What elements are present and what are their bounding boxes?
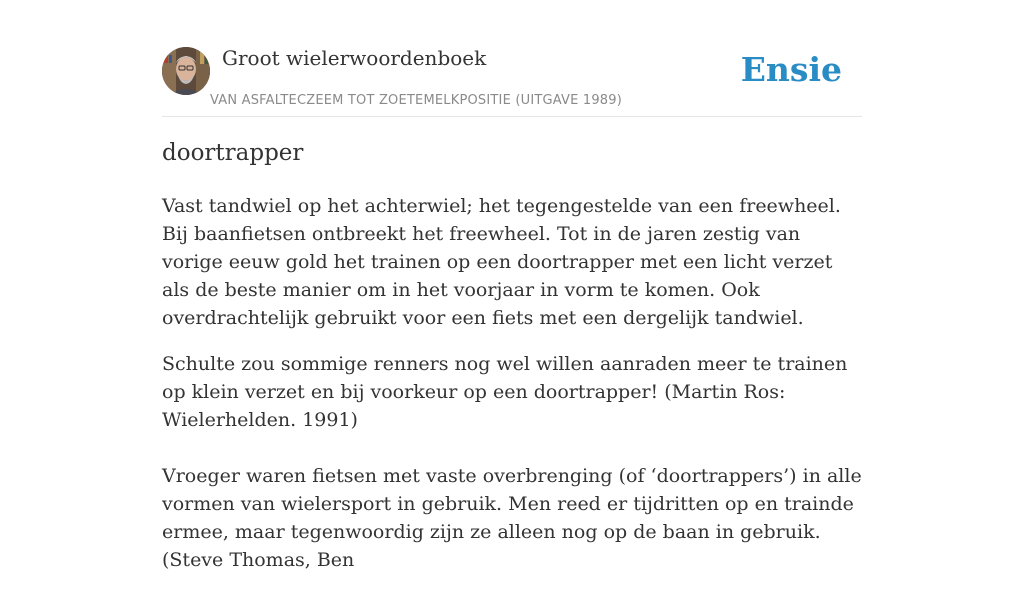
- book-subtitle: VAN ASFALTECZEEM TOT ZOETEMELKPOSITIE (UITGAVE 1989): [210, 93, 623, 108]
- entry-headword: doortrapper: [162, 140, 304, 166]
- book-title[interactable]: Groot wielerwoordenboek: [222, 46, 487, 70]
- brand-logo[interactable]: Ensie: [740, 50, 842, 89]
- entry-quote-1: Schulte zou sommige renners nog wel willen aanraden meer te trainen op klein verzet en bij voorkeur op een doortrapper! (Martin Ros: Wielerhelden. 1991): [162, 353, 848, 431]
- book-header: [162, 46, 862, 117]
- entry-quote-2: Vroeger waren fietsen met vaste overbrenging (of ‘doortrappers’) in alle vormen van wielersport in gebruik. Men reed er tijdritten op en trainde ermee, maar tegenwoordig zijn ze alleen nog op de baan in gebruik. (Steve Thomas, Ben: [162, 465, 862, 571]
- author-portrait-icon: [162, 47, 210, 95]
- author-avatar[interactable]: [162, 47, 210, 95]
- entry-definition: Vast tandwiel op het achterwiel; het tegengestelde van een freewheel. Bij baanfietsen ontbreekt het freewheel. Tot in de jaren zestig van vorige eeuw gold het trainen op een doortrapper met een licht verzet als de beste manier om in het voorjaar in vorm te komen. Ook overdrachtelijk gebruikt voor een fiets met een dergelijk tandwiel.: [162, 195, 841, 329]
- entry-content: [162, 192, 864, 592]
